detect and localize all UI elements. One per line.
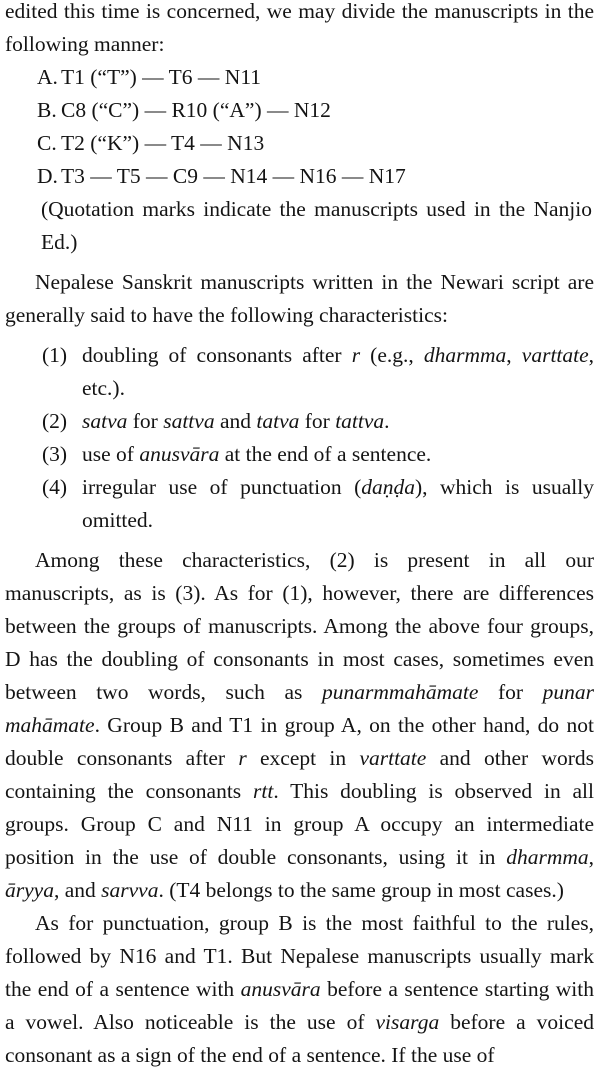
group-a [37, 61, 594, 94]
doubling-paragraph: Among these characteristics, (2) is present in all our manuscripts, as is (3). As for (1), however, there are differences between the groups of manuscripts. Among the above four groups, D has the doubling of consonants in most cases, sometimes even between two words, such as punarmmahāmate for punar mahāmate. Group B and T1 in group A, on the other hand, do not double consonants after r except in varttate and other words containing the consonants rtt. This doubling is observed in all groups. Group C and N11 in group A occupy an intermediate position in the use of double consonants, using it in dharmma, āryya, and sarvva. (T4 belongs to the same group in most cases.) [5, 548, 595, 902]
list-item: (2) satva for sattva and tatva for tattva. [42, 409, 390, 433]
intro-paragraph: edited this time is concerned, we may divide the manuscripts in the following manner: [5, 0, 594, 56]
characteristics-intro-paragraph: Nepalese Sanskrit manuscripts written in the Newari script are generally said to have the following characteristics: [5, 270, 594, 327]
group-text: T3 — T5 — C9 — N14 — N16 — N17 [61, 164, 406, 188]
characteristics-list [5, 339, 594, 537]
list-item: (3) use of anusvāra at the end of a sentence. [42, 442, 432, 466]
group-label: D. [37, 164, 58, 188]
list-item: (4) irregular use of punctuation (daṇḍa), which is usually omitted. [42, 475, 594, 532]
group-b [37, 94, 594, 127]
group-text: C8 (“C”) — R10 (“A”) — N12 [61, 98, 331, 122]
group-text: T1 (“T”) — T6 — N11 [61, 65, 262, 89]
group-text: T2 (“K”) — T4 — N13 [61, 131, 265, 155]
group-label: B. [37, 98, 57, 122]
groups-note: (Quotation marks indicate the manuscripts used in the Nanjio Ed.) [41, 197, 592, 254]
group-label: C. [37, 131, 57, 155]
punctuation-paragraph: As for punctuation, group B is the most faithful to the rules, followed by N16 and T1. But Nepalese manuscripts usually mark the end of a sentence with anusvāra before a sentence starting with a vowel. Also noticeable is the use of visarga before a voiced consonant as a sign of the end of a sentence. If the use of [5, 911, 595, 1067]
manuscript-groups [5, 61, 594, 193]
group-c [37, 127, 594, 160]
group-d [37, 160, 594, 193]
list-item: (1) doubling of consonants after r (e.g., dharmma, varttate, etc.). [42, 343, 595, 400]
group-label: A. [37, 65, 58, 89]
